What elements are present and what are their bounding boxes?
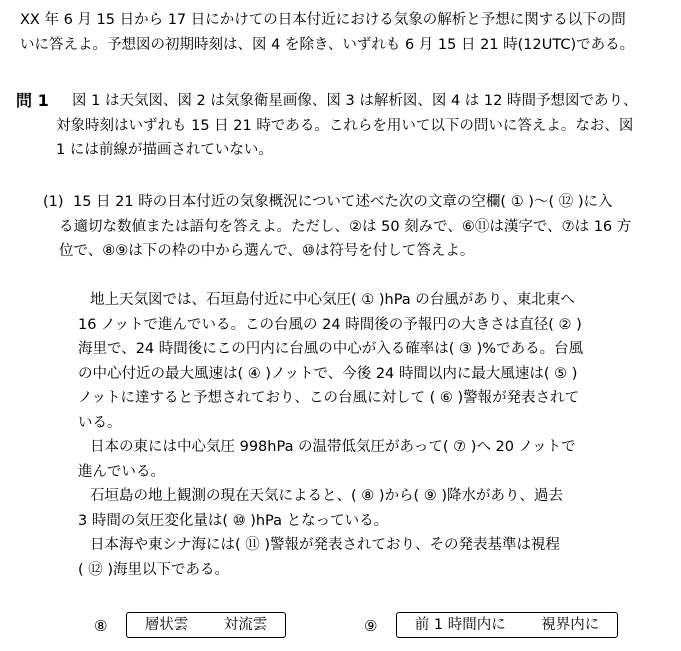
passage-line: 海里で、24 時間後にこの円内に台風の中心が入る確率は( ③ )%である。台風 <box>78 341 584 357</box>
passage-line: 石垣島の地上観測の現在天気によると、( ⑧ )から( ⑨ )降水があり、過去 <box>90 488 564 504</box>
subquestion-1-line-2: る適切な数値または語句を答えよ。ただし、②は 50 刻みで、⑥⑪は漢字で、⑦は 16 方 <box>59 218 632 235</box>
choice-9-option-1: 前 1 時間内に <box>414 616 506 633</box>
passage-line: 日本海や東シナ海には( ⑪ )警報が発表されており、その発表基準は視程 <box>90 537 561 553</box>
subquestion-1-number: (1) <box>43 194 64 210</box>
passage-line: ノットに達すると予想されており、この台風に対して ( ⑥ )警報が発表されて <box>78 390 580 406</box>
passage-line: 地上天気図では、石垣島付近に中心気圧( ① )hPa の台風があり、東北東へ <box>90 292 575 308</box>
intro-paragraph <box>20 8 670 57</box>
passage-line: 日本の東には中心気圧 998hPa の温帯低気圧があって( ⑦ )へ 20 ノットで <box>90 439 576 455</box>
passage-line: ( ⑫ )海里以下である。 <box>78 561 230 578</box>
choice-box-8 <box>126 612 286 638</box>
question-1-text <box>56 89 672 163</box>
question-1-line-2: 対象時刻はいずれも 15 日 21 時である。これらを用いて以下の問いに答えよ。なお、図 <box>56 117 634 134</box>
choice-8-label: ⑧ <box>94 617 108 635</box>
subquestion-1-line-1: 15 日 21 時の日本付近の気象概況について述べた次の文章の空欄( ① )～( ⑫ )に入 <box>73 194 613 210</box>
subquestion-1-line-3: 位で、⑧⑨は下の枠の中から選んで、⑩は符号を付して答えよ。 <box>59 243 475 259</box>
passage-line: いる。 <box>78 414 122 431</box>
question-1-label: 問 1 <box>16 91 49 110</box>
choice-9-label: ⑨ <box>364 617 378 635</box>
choice-9-option-2: 視界内に <box>541 616 600 633</box>
choice-box-9 <box>396 612 618 638</box>
passage-line: 進んでいる。 <box>78 463 165 480</box>
passage-line: 16 ノットで進んでいる。この台風の 24 時間後の予報円の大きさは直径( ② ) <box>78 316 582 333</box>
intro-line-1: XX 年 6 月 15 日から 17 日にかけての日本付近における気象の解析と予想に関する以下の問 <box>20 12 626 28</box>
passage-line: の中心付近の最大風速は( ④ )ノットで、今後 24 時間以内に最大風速は( ⑤ ) <box>78 365 578 382</box>
choice-8-option-2: 対流雲 <box>223 616 268 633</box>
choice-8-option-1: 層状雲 <box>144 616 189 633</box>
question-1-line-3: 1 には前線が描画されていない。 <box>56 142 273 158</box>
passage-line: 3 時間の気圧変化量は( ⑩ )hPa となっている。 <box>78 512 389 529</box>
intro-line-2: いに答えよ。予想図の初期時刻は、図 4 を除き、いずれも 6 月 15 日 21 時(12UTC)である。 <box>20 36 635 53</box>
subquestion-1 <box>43 190 673 264</box>
question-1-line-1: 図 1 は天気図、図 2 は気象衛星画像、図 3 は解析図、図 4 は 12 時間予想図であり、 <box>72 93 638 109</box>
fill-in-passage <box>78 288 650 582</box>
